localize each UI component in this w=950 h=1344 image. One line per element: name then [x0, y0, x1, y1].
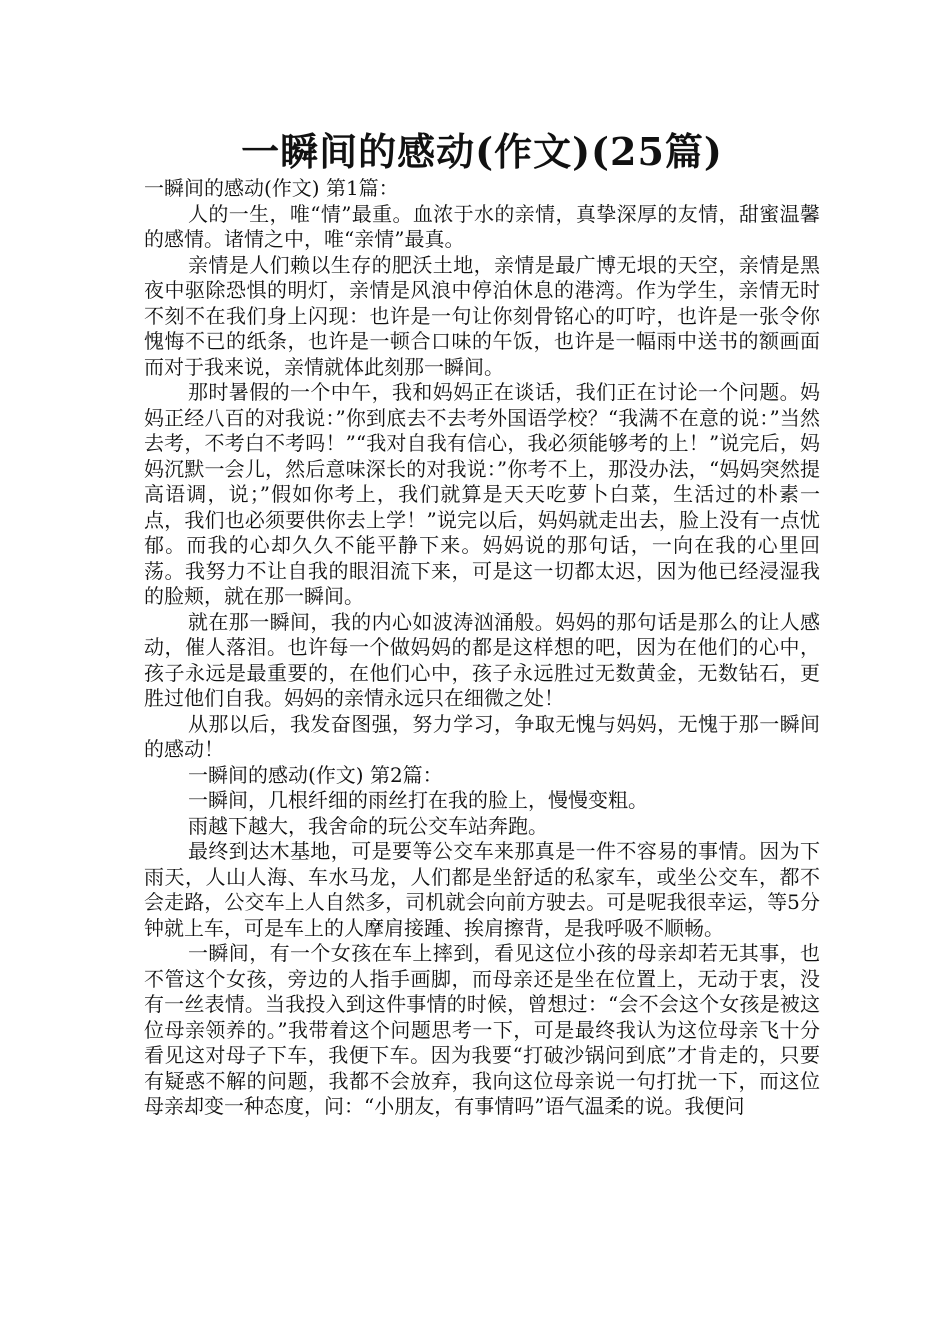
paragraph: 就在那一瞬间，我的内心如波涛汹涌般。妈妈的那句话是那么的让人感动，催人落泪。也许每一个做妈妈的都是这样想的吧，因为在他们的心中，孩子永远是最重要的，在他们心中，孩子永远胜过无数黄金，无数钻石，更胜过他们自我。妈妈的亲情永远只在细微之处！ — [144, 609, 820, 710]
paragraph: 亲情是人们赖以生存的肥沃土地，亲情是最广博无垠的天空，亲情是黑夜中驱除恐惧的明灯，亲情是风浪中停泊休息的港湾。作为学生，亲情无时不刻不在我们身上闪现：也许是一句让你刻骨铭心的叮咛，也许是一张令你愧悔不已的纸条，也许是一顿合口味的午饭，也许是一幅雨中送书的额画面而对于我来说，亲情就体此刻那一瞬间。 — [144, 252, 820, 379]
paragraph: 雨越下越大，我舍命的玩公交车站奔跑。 — [188, 813, 548, 838]
document-body — [144, 176, 820, 1120]
section-heading: 一瞬间的感动(作文) 第1篇： — [144, 176, 399, 200]
paragraph: 一瞬间，有一个女孩在车上摔到，看见这位小孩的母亲却若无其事，也不管这个女孩，旁边的人指手画脚，而母亲还是坐在位置上，无动于衷，没有一丝表情。当我投入到这件事情的时候，曾想过：“会不会这个女孩是被这位母亲领养的。”我带着这个问题思考一下，可是最终我认为这位母亲飞十分看见这对母子下车，我便下车。因为我要“打破沙锅问到底”才肯走的，只要有疑惑不解的问题，我都不会放弃，我向这位母亲说一句打扰一下，而这位母亲却变一种态度，问：“小朋友，有事情吗”语气温柔的说。我便问 — [144, 941, 820, 1118]
document-title: 一瞬间的感动(作文)(25篇) — [241, 129, 723, 174]
paragraph: 人的一生，唯“情”最重。血浓于水的亲情，真挚深厚的友情，甜蜜温馨的感情。诸情之中，唯“亲情”最真。 — [144, 201, 820, 251]
paragraph: 一瞬间，几根纤细的雨丝打在我的脸上，慢慢变粗。 — [188, 788, 648, 812]
section-heading: 一瞬间的感动(作文) 第2篇： — [188, 762, 443, 787]
document-page — [144, 128, 820, 1120]
paragraph: 最终到达木基地，可是要等公交车来那真是一件不容易的事情。因为下雨天，人山人海、车水马龙，人们都是坐舒适的私家车，或坐公交车，都不会走路，公交车上人自然多，司机就会向前方驶去。可是呢我很幸运，等5分钟就上车，可是车上的人摩肩接踵、挨肩擦背，是我呼吸不顺畅。 — [144, 839, 820, 940]
paragraph: 那时暑假的一个中午，我和妈妈正在谈话，我们正在讨论一个问题。妈妈正经八百的对我说：”你到底去不去考外国语学校？“我满不在意的说：”当然去考，不考白不考吗！”“我对自我有信心，我必须能够考的上！”说完后，妈妈沉默一会儿，然后意味深长的对我说：”你考不上，那没办法，“妈妈突然提高语调，说；”假如你考上，我们就算是天天吃萝卜白菜，生活过的朴素一点，我们也必须要供你去上学！”说完以后，妈妈就走出去，脸上没有一点忧郁。而我的心却久久不能平静下来。妈妈说的那句话，一向在我的心里回荡。我努力不让自我的眼泪流下来，可是这一切都太迟，因为他已经浸湿我的脸颊，就在那一瞬间。 — [144, 380, 820, 608]
paragraph: 从那以后，我发奋图强，努力学习，争取无愧与妈妈，无愧于那一瞬间的感动！ — [144, 711, 820, 761]
